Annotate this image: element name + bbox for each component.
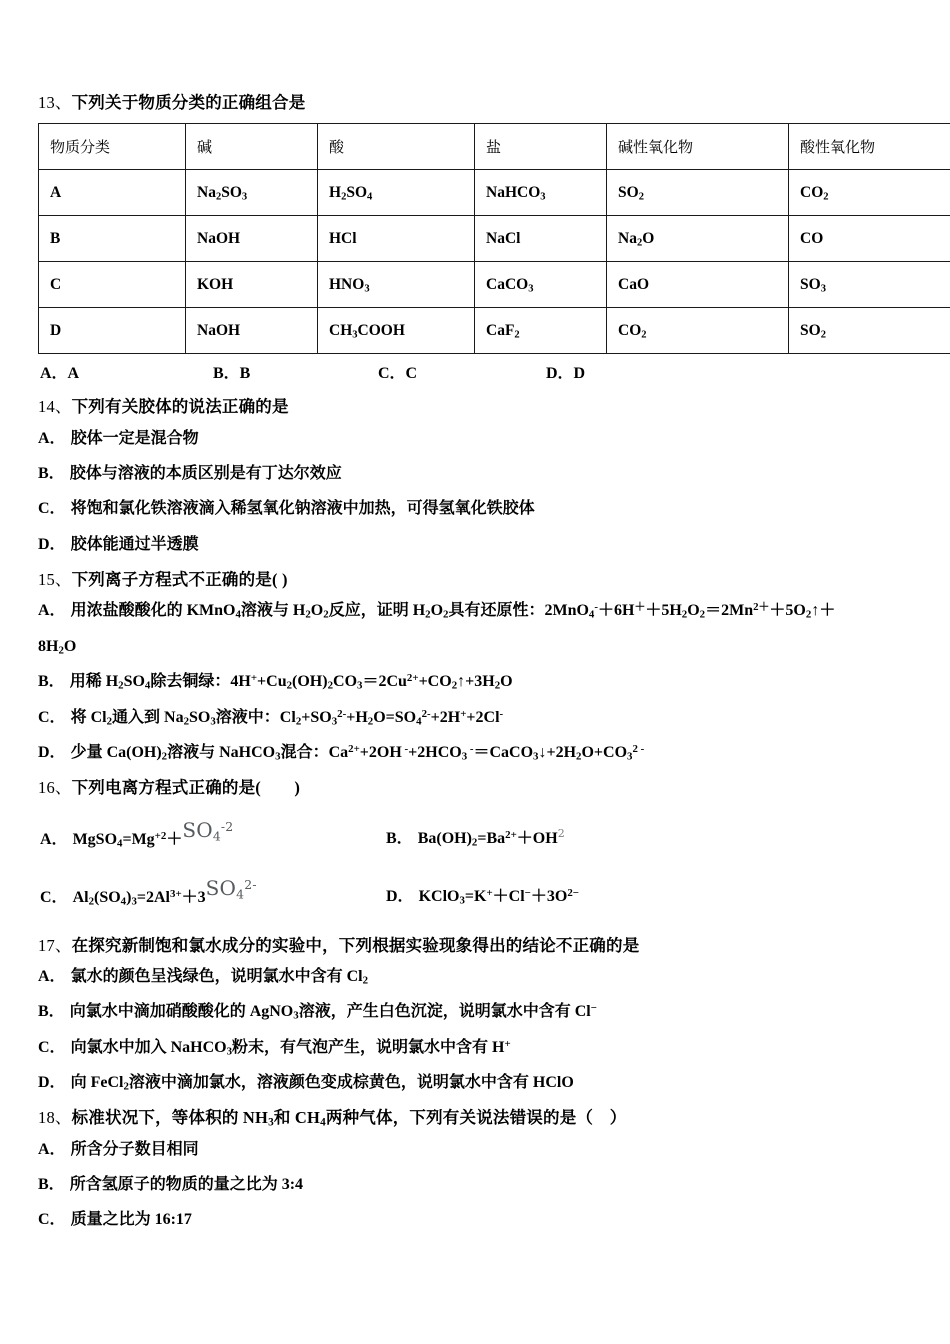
option-label: C．	[38, 1211, 66, 1229]
cell-acid: $CH_3COOH$	[318, 308, 475, 354]
table-row	[39, 216, 950, 262]
option-text: 用浓盐酸酸化的 KMnO$_4$溶液与 $H_2O_2$反应，证明 $H_2O_2$具有还原性：$2MnO_4^-+6H^++5H_2O_2=2Mn^{2+}+5O_2↑+$	[70, 601, 836, 621]
sulfate-ion-glyph: $SO_4^{-2}$	[182, 817, 234, 844]
question-13-stem	[38, 92, 918, 114]
option-label: A．	[40, 830, 68, 848]
question-15-option-b[interactable]	[38, 671, 918, 693]
cell-basic-oxide: CaO	[607, 262, 789, 308]
question-17-option-d[interactable]	[38, 1072, 918, 1094]
cell-acid: HCl	[318, 216, 475, 262]
question-17-number: 17、	[38, 935, 72, 955]
option-text: 所含氢原子的物质的量之比为 3:4	[69, 1176, 304, 1194]
question-15-number: 15、	[38, 570, 72, 590]
question-14-number: 14、	[38, 397, 72, 417]
cell-acidic-oxide: $SO_2$	[789, 308, 950, 354]
option-label: D．	[38, 1074, 66, 1092]
option-label: D．	[386, 887, 414, 905]
question-18-text: 标准状况下，等体积的 $NH_3$和 $CH_4$两种气体，下列有关说法错误的是（ ）	[71, 1108, 627, 1129]
cell-acidic-oxide: $SO_3$	[789, 262, 950, 308]
faint-superscript: 2	[557, 826, 565, 840]
option-text: 向 FeCl$_2$溶液中滴加氯水，溶液颜色变成棕黄色，说明氯水中含有 HClO	[70, 1074, 574, 1093]
question-15-text: 下列离子方程式不正确的是( )	[71, 570, 288, 590]
option-label: D．	[38, 535, 66, 553]
option-text: $KClO_3=K^++Cl^-+3O^{2-}$	[418, 886, 579, 906]
option-label: B．	[38, 1003, 65, 1021]
option-text: 向氯水中滴加硝酸酸化的 AgNO$_3$溶液，产生白色沉淀，说明氯水中含有 Cl−	[69, 1002, 597, 1022]
question-14-option-d[interactable]	[38, 534, 918, 556]
row-label: A	[39, 170, 186, 216]
option-label: A．	[38, 967, 66, 985]
question-15-option-d[interactable]	[38, 742, 918, 764]
cell-base: NaOH	[186, 216, 318, 262]
table-row	[39, 308, 950, 354]
table-header-cell: 酸	[318, 124, 475, 170]
option-text: 所含分子数目相同	[70, 1140, 199, 1158]
page-content	[38, 92, 918, 1245]
cell-salt: NaHCO$_3$	[475, 170, 607, 216]
classification-table	[38, 123, 950, 354]
option-label: C．	[38, 1038, 66, 1056]
option-label: B．	[386, 829, 413, 847]
question-14-stem	[38, 396, 918, 418]
table-row	[39, 262, 950, 308]
cell-acidic-oxide: $CO_2$	[789, 170, 950, 216]
cell-salt: CaF$_2$	[475, 308, 607, 354]
question-14-text: 下列有关胶体的说法正确的是	[71, 397, 289, 417]
question-15-option-a-continuation	[38, 636, 918, 658]
option-text: 质量之比为 16:17	[70, 1211, 192, 1229]
question-16-option-b[interactable]	[386, 825, 565, 848]
cell-base: KOH	[186, 262, 318, 308]
question-18-number: 18、	[38, 1108, 72, 1128]
option-label: D．	[38, 743, 66, 761]
option-label: A．	[38, 1140, 66, 1158]
question-18-stem	[38, 1107, 918, 1129]
answer-option-c[interactable]: C．C	[378, 365, 418, 383]
question-18-option-c[interactable]	[38, 1209, 918, 1231]
question-16-row-ab	[38, 809, 918, 861]
option-text: $Ba(OH)_2=Ba^{2+}+OH$	[417, 828, 558, 848]
answer-option-d[interactable]: D．D	[546, 365, 586, 383]
table-row	[39, 170, 950, 216]
option-label: C．	[38, 708, 66, 726]
question-16-row-cd	[38, 867, 918, 919]
cell-basic-oxide: $Na_2O$	[607, 216, 789, 262]
answer-option-a[interactable]: A．A	[40, 365, 80, 383]
option-text: 向氯水中加入 NaHCO$_3$粉末，有气泡产生，说明氯水中含有 H+	[70, 1037, 511, 1058]
question-16-text: 下列电离方程式正确的是( )	[71, 778, 301, 798]
question-14-option-a[interactable]	[38, 428, 918, 450]
question-15-stem	[38, 569, 918, 591]
question-14-option-c[interactable]	[38, 498, 918, 520]
option-text: 胶体与溶液的本质区别是有丁达尔效应	[69, 464, 342, 482]
option-text: 少量 $Ca(OH)_2$溶液与 NaHCO$_3$混合：$Ca^{2+}+2OH$ $^-+2HCO_3$ $^-=CaCO_3↓+2H_2O+CO_3^{2 -}$	[70, 743, 645, 763]
table-header-cell: 酸性氧化物	[789, 124, 950, 170]
sulfate-ion-glyph: $SO_4^{2-}$	[205, 875, 257, 902]
option-text: 胶体能通过半透膜	[70, 535, 199, 553]
question-14-option-b[interactable]	[38, 463, 918, 485]
table-header-cell: 碱性氧化物	[607, 124, 789, 170]
option-text: 胶体一定是混合物	[70, 429, 199, 447]
option-label: C．	[38, 500, 66, 518]
option-text: 将饱和氯化铁溶液滴入稀氢氧化钠溶液中加热，可得氢氧化铁胶体	[70, 500, 535, 518]
answer-option-b[interactable]: B．B	[213, 365, 251, 383]
option-label: B．	[38, 464, 65, 482]
cell-acidic-oxide: CO	[789, 216, 950, 262]
question-17-text: 在探究新制饱和氯水成分的实验中，下列根据实验现象得出的结论不正确的是	[71, 935, 640, 955]
question-13-answers	[38, 360, 918, 384]
question-17-option-c[interactable]	[38, 1037, 918, 1059]
table-header-cell: 物质分类	[39, 124, 186, 170]
question-17-option-a[interactable]	[38, 966, 918, 988]
question-13-text: 下列关于物质分类的正确组合是	[71, 93, 306, 112]
row-label: D	[39, 308, 186, 354]
option-label: C．	[40, 888, 68, 906]
option-label: B．	[38, 673, 65, 691]
option-text: 将 $Cl_2$通入到 $Na_2SO_3$溶液中：$Cl_2+SO_3^{2-}+H_2O=SO_4^{2-}+2H^++2Cl^-$	[70, 707, 504, 727]
option-label: B．	[38, 1176, 65, 1194]
question-16-number: 16、	[38, 778, 72, 798]
cell-base: $Na_2SO_3$	[186, 170, 318, 216]
option-label: A．	[38, 429, 66, 447]
question-15-option-c[interactable]	[38, 707, 918, 729]
question-17-option-b[interactable]	[38, 1001, 918, 1023]
option-text: $Al_2(SO_4)_3=2Al^{3+}+3$	[72, 887, 206, 907]
row-label: C	[39, 262, 186, 308]
cell-acid: $H_2SO_4$	[318, 170, 475, 216]
question-13-number: 13、	[38, 93, 72, 112]
cell-basic-oxide: $CO_2$	[607, 308, 789, 354]
cell-base: NaOH	[186, 308, 318, 354]
cell-salt: NaCl	[475, 216, 607, 262]
question-16-stem	[38, 777, 918, 799]
cell-salt: CaCO$_3$	[475, 262, 607, 308]
question-16-option-d[interactable]	[386, 883, 579, 906]
row-label: B	[39, 216, 186, 262]
option-text: 氯水的颜色呈浅绿色，说明氯水中含有 $Cl_2$	[70, 967, 369, 987]
table-header-row	[39, 124, 950, 170]
option-text-continuation: $8H_2O$	[38, 637, 77, 657]
question-17-stem	[38, 935, 918, 957]
question-18-option-a[interactable]	[38, 1139, 918, 1161]
table-header-cell: 碱	[186, 124, 318, 170]
option-label: A．	[38, 602, 66, 620]
option-text: $MgSO_4=Mg^{+2}+$	[72, 829, 183, 849]
question-16-option-c[interactable]	[40, 875, 257, 907]
question-15-option-a[interactable]	[38, 600, 918, 622]
question-18-option-b[interactable]	[38, 1174, 918, 1196]
cell-basic-oxide: $SO_2$	[607, 170, 789, 216]
question-16-option-a[interactable]	[40, 817, 234, 849]
option-text: 用稀 $H_2SO_4$除去铜绿：$4H^++Cu_2(OH)_2CO_3=2Cu^{2+}+CO_2↑+3H_2O$	[69, 672, 513, 692]
cell-acid: $HNO_3$	[318, 262, 475, 308]
table-header-cell: 盐	[475, 124, 607, 170]
